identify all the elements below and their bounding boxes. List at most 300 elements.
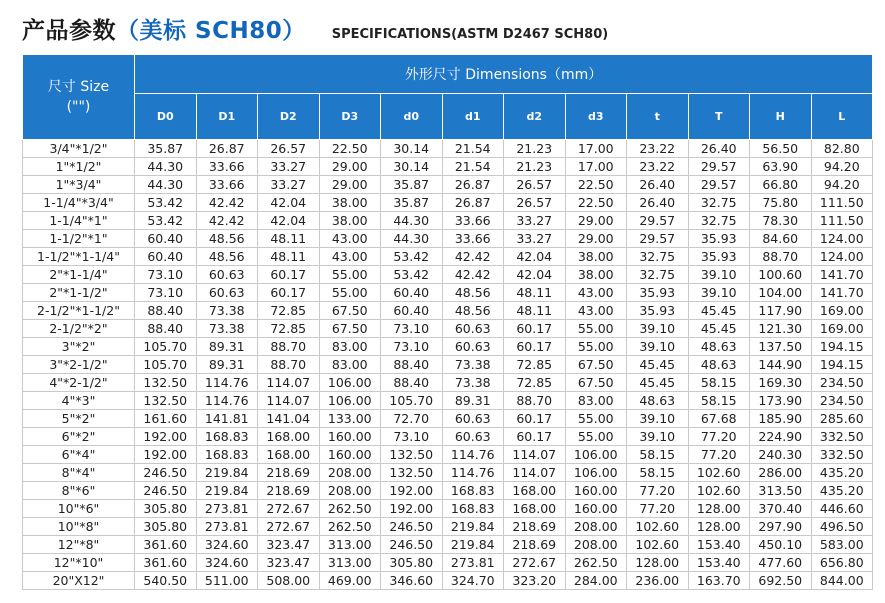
dimension-cell: 246.50 [135,482,197,500]
dimension-cell: 435.20 [811,482,873,500]
dimension-cell: 160.00 [565,500,627,518]
dimension-cell: 168.00 [258,428,320,446]
dimension-cell: 32.75 [688,194,750,212]
dimension-cell: 219.84 [442,536,504,554]
dimension-cell: 435.20 [811,464,873,482]
table-row [23,428,873,446]
table-body [23,140,873,590]
column-header-d0: d0 [381,94,443,140]
dimension-cell: 656.80 [811,554,873,572]
dimension-cell: 26.87 [442,194,504,212]
dimension-cell: 42.42 [196,212,258,230]
dimension-cell: 346.60 [381,572,443,590]
dimensions-header: 外形尺寸 Dimensions（mm） [135,55,873,94]
dimension-cell: 60.40 [135,230,197,248]
dimension-cell: 60.63 [442,338,504,356]
table-row [23,158,873,176]
dimension-cell: 508.00 [258,572,320,590]
dimension-cell: 168.00 [504,500,566,518]
dimension-cell: 43.00 [565,284,627,302]
dimension-cell: 26.40 [627,176,689,194]
dimension-cell: 73.10 [135,284,197,302]
dimension-cell: 208.00 [319,482,381,500]
dimension-cell: 43.00 [565,302,627,320]
dimension-cell: 262.50 [319,500,381,518]
dimension-cell: 218.69 [258,482,320,500]
dimension-cell: 192.00 [381,500,443,518]
dimension-cell: 77.20 [688,446,750,464]
table-row [23,320,873,338]
dimension-cell: 82.80 [811,140,873,158]
dimension-cell: 33.27 [504,212,566,230]
dimension-cell: 29.57 [688,176,750,194]
dimension-cell: 83.00 [319,338,381,356]
dimension-cell: 29.00 [319,158,381,176]
dimension-cell: 56.50 [750,140,812,158]
dimension-cell: 323.47 [258,536,320,554]
dimension-cell: 35.93 [627,302,689,320]
dimension-cell: 114.76 [196,392,258,410]
column-header-d2: D2 [258,94,320,140]
dimension-cell: 324.60 [196,554,258,572]
dimension-cell: 60.17 [504,410,566,428]
dimension-cell: 53.42 [135,212,197,230]
dimension-cell: 284.00 [565,572,627,590]
column-header-d3: D3 [319,94,381,140]
dimension-cell: 58.15 [627,446,689,464]
dimension-cell: 153.40 [688,536,750,554]
dimension-cell: 48.56 [196,230,258,248]
dimension-cell: 35.93 [688,248,750,266]
dimension-cell: 88.40 [135,302,197,320]
size-cell: 4"*3" [23,392,135,410]
dimension-cell: 32.75 [688,212,750,230]
dimension-cell: 30.14 [381,158,443,176]
dimension-cell: 219.84 [442,518,504,536]
dimension-cell: 102.60 [688,482,750,500]
title-cn-accent: （美标 SCH80） [116,18,306,44]
dimension-cell: 114.07 [258,392,320,410]
dimension-cell: 160.00 [565,482,627,500]
dimension-cell: 273.81 [442,554,504,572]
column-header-t: t [627,94,689,140]
dimension-cell: 192.00 [381,482,443,500]
table-row [23,338,873,356]
dimension-cell: 273.81 [196,500,258,518]
dimension-cell: 361.60 [135,536,197,554]
dimension-cell: 44.30 [381,212,443,230]
table-row [23,266,873,284]
dimension-cell: 53.42 [135,194,197,212]
dimension-cell: 73.10 [381,338,443,356]
dimension-cell: 38.00 [319,194,381,212]
dimension-cell: 94.20 [811,176,873,194]
dimension-cell: 77.20 [627,500,689,518]
dimension-cell: 133.00 [319,410,381,428]
table-row [23,374,873,392]
dimension-cell: 297.90 [750,518,812,536]
dimension-cell: 469.00 [319,572,381,590]
size-cell: 1"*1/2" [23,158,135,176]
dimension-cell: 121.30 [750,320,812,338]
dimension-cell: 128.00 [627,554,689,572]
dimension-cell: 169.00 [811,320,873,338]
table-row [23,230,873,248]
dimension-cell: 30.14 [381,140,443,158]
dimension-cell: 42.04 [258,194,320,212]
dimension-cell: 192.00 [135,428,197,446]
dimension-cell: 42.04 [504,248,566,266]
dimension-cell: 161.60 [135,410,197,428]
dimension-cell: 105.70 [381,392,443,410]
dimension-cell: 168.83 [442,482,504,500]
dimension-cell: 169.30 [750,374,812,392]
dimension-cell: 111.50 [811,212,873,230]
dimension-cell: 114.76 [196,374,258,392]
dimension-cell: 60.40 [135,248,197,266]
dimension-cell: 42.04 [504,266,566,284]
table-row [23,194,873,212]
dimension-cell: 67.50 [319,320,381,338]
dimension-cell: 17.00 [565,140,627,158]
dimension-cell: 60.17 [504,320,566,338]
dimension-cell: 26.40 [627,194,689,212]
dimension-cell: 208.00 [565,536,627,554]
table-row [23,284,873,302]
dimension-cell: 218.69 [258,464,320,482]
dimension-cell: 60.40 [381,302,443,320]
size-cell: 12"*10" [23,554,135,572]
dimension-cell: 168.83 [196,446,258,464]
size-header [23,55,135,140]
dimension-cell: 194.15 [811,356,873,374]
dimension-cell: 114.07 [504,446,566,464]
dimension-cell: 58.15 [688,374,750,392]
size-cell: 2-1/2"*2" [23,320,135,338]
dimension-cell: 219.84 [196,464,258,482]
dimension-cell: 141.70 [811,284,873,302]
dimension-cell: 224.90 [750,428,812,446]
dimension-cell: 234.50 [811,392,873,410]
dimension-cell: 218.69 [504,518,566,536]
column-header-d1: D1 [196,94,258,140]
size-header-label: 尺寸 Size [47,79,110,95]
dimension-cell: 33.66 [196,176,258,194]
dimension-cell: 17.00 [565,158,627,176]
size-cell: 12"*8" [23,536,135,554]
dimension-cell: 169.00 [811,302,873,320]
table-row [23,482,873,500]
dimension-cell: 117.90 [750,302,812,320]
dimension-cell: 104.00 [750,284,812,302]
dimension-cell: 22.50 [319,140,381,158]
dimension-cell: 77.20 [688,428,750,446]
dimension-cell: 208.00 [565,518,627,536]
size-cell: 1-1/4"*1" [23,212,135,230]
dimension-cell: 124.00 [811,248,873,266]
dimension-cell: 168.00 [258,446,320,464]
dimension-cell: 78.30 [750,212,812,230]
dimension-cell: 39.10 [627,428,689,446]
size-cell: 4"*2-1/2" [23,374,135,392]
title-row [22,12,608,46]
size-cell: 1"*3/4" [23,176,135,194]
dimension-cell: 332.50 [811,428,873,446]
dimension-cell: 313.50 [750,482,812,500]
dimension-cell: 33.27 [504,230,566,248]
dimension-cell: 286.00 [750,464,812,482]
dimension-cell: 88.40 [381,356,443,374]
size-cell: 2"*1-1/4" [23,266,135,284]
table-row [23,140,873,158]
dimension-cell: 361.60 [135,554,197,572]
size-cell: 3"*2" [23,338,135,356]
dimension-cell: 114.76 [442,464,504,482]
dimension-cell: 73.38 [196,320,258,338]
dimension-cell: 305.80 [135,518,197,536]
dimension-cell: 42.04 [258,212,320,230]
dimension-cell: 48.11 [258,230,320,248]
dimension-cell: 33.27 [258,176,320,194]
dimension-cell: 22.50 [565,176,627,194]
dimension-cell: 72.85 [258,320,320,338]
dimension-cell: 208.00 [319,464,381,482]
dimension-cell: 88.40 [135,320,197,338]
dimension-cell: 160.00 [319,446,381,464]
dimension-cell: 55.00 [319,266,381,284]
size-cell: 10"*6" [23,500,135,518]
dimension-cell: 33.66 [442,230,504,248]
dimension-cell: 45.45 [627,356,689,374]
dimension-cell: 45.45 [627,374,689,392]
title-cn-main: 产品参数 [22,18,116,44]
dimension-cell: 234.50 [811,374,873,392]
dimension-cell: 450.10 [750,536,812,554]
dimension-cell: 26.57 [258,140,320,158]
dimension-cell: 26.87 [196,140,258,158]
size-header-unit: ("") [66,99,91,115]
table-row [23,392,873,410]
dimension-cell: 141.81 [196,410,258,428]
page-title [22,12,306,45]
dimension-cell: 48.56 [442,284,504,302]
dimension-cell: 48.11 [504,284,566,302]
dimension-cell: 192.00 [135,446,197,464]
dimension-cell: 60.17 [504,338,566,356]
dimension-cell: 35.93 [627,284,689,302]
dimension-cell: 33.27 [258,158,320,176]
dimension-cell: 128.00 [688,500,750,518]
dimension-cell: 168.83 [196,428,258,446]
dimension-cell: 48.63 [627,392,689,410]
dimension-cell: 540.50 [135,572,197,590]
dimension-cell: 29.57 [688,158,750,176]
dimension-cell: 105.70 [135,338,197,356]
dimension-cell: 496.50 [811,518,873,536]
dimension-cell: 132.50 [135,374,197,392]
dimension-cell: 305.80 [381,554,443,572]
dimension-cell: 128.00 [688,518,750,536]
dimension-cell: 246.50 [381,518,443,536]
column-header-t: T [688,94,750,140]
dimension-cell: 45.45 [688,320,750,338]
dimension-cell: 285.60 [811,410,873,428]
dimension-cell: 185.90 [750,410,812,428]
dimension-cell: 38.00 [565,248,627,266]
dimension-cell: 60.17 [504,428,566,446]
dimension-cell: 323.20 [504,572,566,590]
dimension-cell: 83.00 [565,392,627,410]
dimension-cell: 39.10 [627,320,689,338]
dimension-cell: 29.00 [319,176,381,194]
dimension-cell: 272.67 [504,554,566,572]
dimension-cell: 106.00 [565,446,627,464]
dimension-cell: 48.56 [196,248,258,266]
dimension-cell: 168.83 [442,500,504,518]
dimension-cell: 53.42 [381,248,443,266]
dimension-cell: 55.00 [565,320,627,338]
dimension-cell: 32.75 [627,266,689,284]
dimension-cell: 23.22 [627,140,689,158]
size-cell: 6"*2" [23,428,135,446]
dimension-cell: 272.67 [258,518,320,536]
dimension-cell: 35.87 [381,194,443,212]
size-cell: 3/4"*1/2" [23,140,135,158]
dimension-cell: 44.30 [381,230,443,248]
dimension-cell: 45.45 [688,302,750,320]
size-cell: 10"*8" [23,518,135,536]
dimension-cell: 94.20 [811,158,873,176]
dimension-cell: 83.00 [319,356,381,374]
dimension-cell: 72.85 [258,302,320,320]
size-cell: 2-1/2"*1-1/2" [23,302,135,320]
dimension-cell: 105.70 [135,356,197,374]
dimension-cell: 42.42 [442,248,504,266]
dimension-cell: 29.00 [565,212,627,230]
dimension-cell: 305.80 [135,500,197,518]
column-header-d1: d1 [442,94,504,140]
dimension-cell: 21.23 [504,140,566,158]
dimension-cell: 323.47 [258,554,320,572]
dimension-cell: 21.54 [442,140,504,158]
dimension-cell: 218.69 [504,536,566,554]
dimension-cell: 26.57 [504,176,566,194]
dimension-cell: 370.40 [750,500,812,518]
dimension-cell: 53.42 [381,266,443,284]
dimension-cell: 26.40 [688,140,750,158]
dimension-cell: 446.60 [811,500,873,518]
dimension-cell: 163.70 [688,572,750,590]
size-cell: 3"*2-1/2" [23,356,135,374]
dimension-cell: 35.87 [381,176,443,194]
dimension-cell: 106.00 [319,392,381,410]
dimension-cell: 106.00 [319,374,381,392]
dimension-cell: 67.50 [565,356,627,374]
table-row [23,554,873,572]
dimension-cell: 100.60 [750,266,812,284]
column-header-d3: d3 [565,94,627,140]
dimension-cell: 48.56 [442,302,504,320]
dimension-cell: 48.11 [504,302,566,320]
dimension-cell: 48.63 [688,338,750,356]
dimension-cell: 38.00 [319,212,381,230]
dimension-cell: 273.81 [196,518,258,536]
dimension-cell: 26.57 [504,194,566,212]
dimension-cell: 106.00 [565,464,627,482]
size-cell: 6"*4" [23,446,135,464]
dimension-cell: 72.85 [504,374,566,392]
dimension-cell: 88.70 [258,356,320,374]
dimension-cell: 84.60 [750,230,812,248]
dimension-cell: 75.80 [750,194,812,212]
dimension-cell: 114.07 [504,464,566,482]
dimension-cell: 141.04 [258,410,320,428]
dimension-cell: 102.60 [688,464,750,482]
dimension-cell: 60.63 [442,320,504,338]
dimension-cell: 844.00 [811,572,873,590]
dimension-cell: 60.63 [196,266,258,284]
dimension-cell: 73.10 [381,320,443,338]
dimension-cell: 168.00 [504,482,566,500]
dimension-cell: 63.90 [750,158,812,176]
dimension-cell: 114.76 [442,446,504,464]
dimension-cell: 173.90 [750,392,812,410]
dimension-cell: 332.50 [811,446,873,464]
dimension-cell: 72.85 [504,356,566,374]
dimension-cell: 60.40 [381,284,443,302]
dimension-cell: 102.60 [627,536,689,554]
dimension-cell: 55.00 [319,284,381,302]
dimension-cell: 236.00 [627,572,689,590]
dimension-cell: 58.15 [688,392,750,410]
dimension-cell: 39.10 [688,284,750,302]
dimension-cell: 38.00 [565,266,627,284]
dimension-cell: 132.50 [381,446,443,464]
dimension-cell: 89.31 [196,356,258,374]
table-row [23,302,873,320]
dimension-cell: 583.00 [811,536,873,554]
dimension-cell: 477.60 [750,554,812,572]
size-cell: 8"*4" [23,464,135,482]
dimension-cell: 42.42 [196,194,258,212]
dimension-cell: 55.00 [565,338,627,356]
table-row [23,464,873,482]
dimension-cell: 29.57 [627,230,689,248]
table-row [23,248,873,266]
dimension-cell: 58.15 [627,464,689,482]
column-header-d0: D0 [135,94,197,140]
dimension-cell: 39.10 [688,266,750,284]
table-row [23,572,873,590]
size-cell: 5"*2" [23,410,135,428]
dimension-cell: 67.68 [688,410,750,428]
dimension-cell: 262.50 [565,554,627,572]
table-row [23,500,873,518]
dimension-cell: 67.50 [565,374,627,392]
dimension-cell: 60.63 [442,410,504,428]
dimension-cell: 23.22 [627,158,689,176]
dimension-cell: 324.70 [442,572,504,590]
dimension-cell: 132.50 [135,392,197,410]
column-header-row [23,94,873,140]
size-cell: 20"X12" [23,572,135,590]
dimension-cell: 73.38 [196,302,258,320]
dimension-cell: 324.60 [196,536,258,554]
size-cell: 1-1/2"*1-1/4" [23,248,135,266]
table-row [23,446,873,464]
dimension-cell: 77.20 [627,482,689,500]
dimension-cell: 111.50 [811,194,873,212]
